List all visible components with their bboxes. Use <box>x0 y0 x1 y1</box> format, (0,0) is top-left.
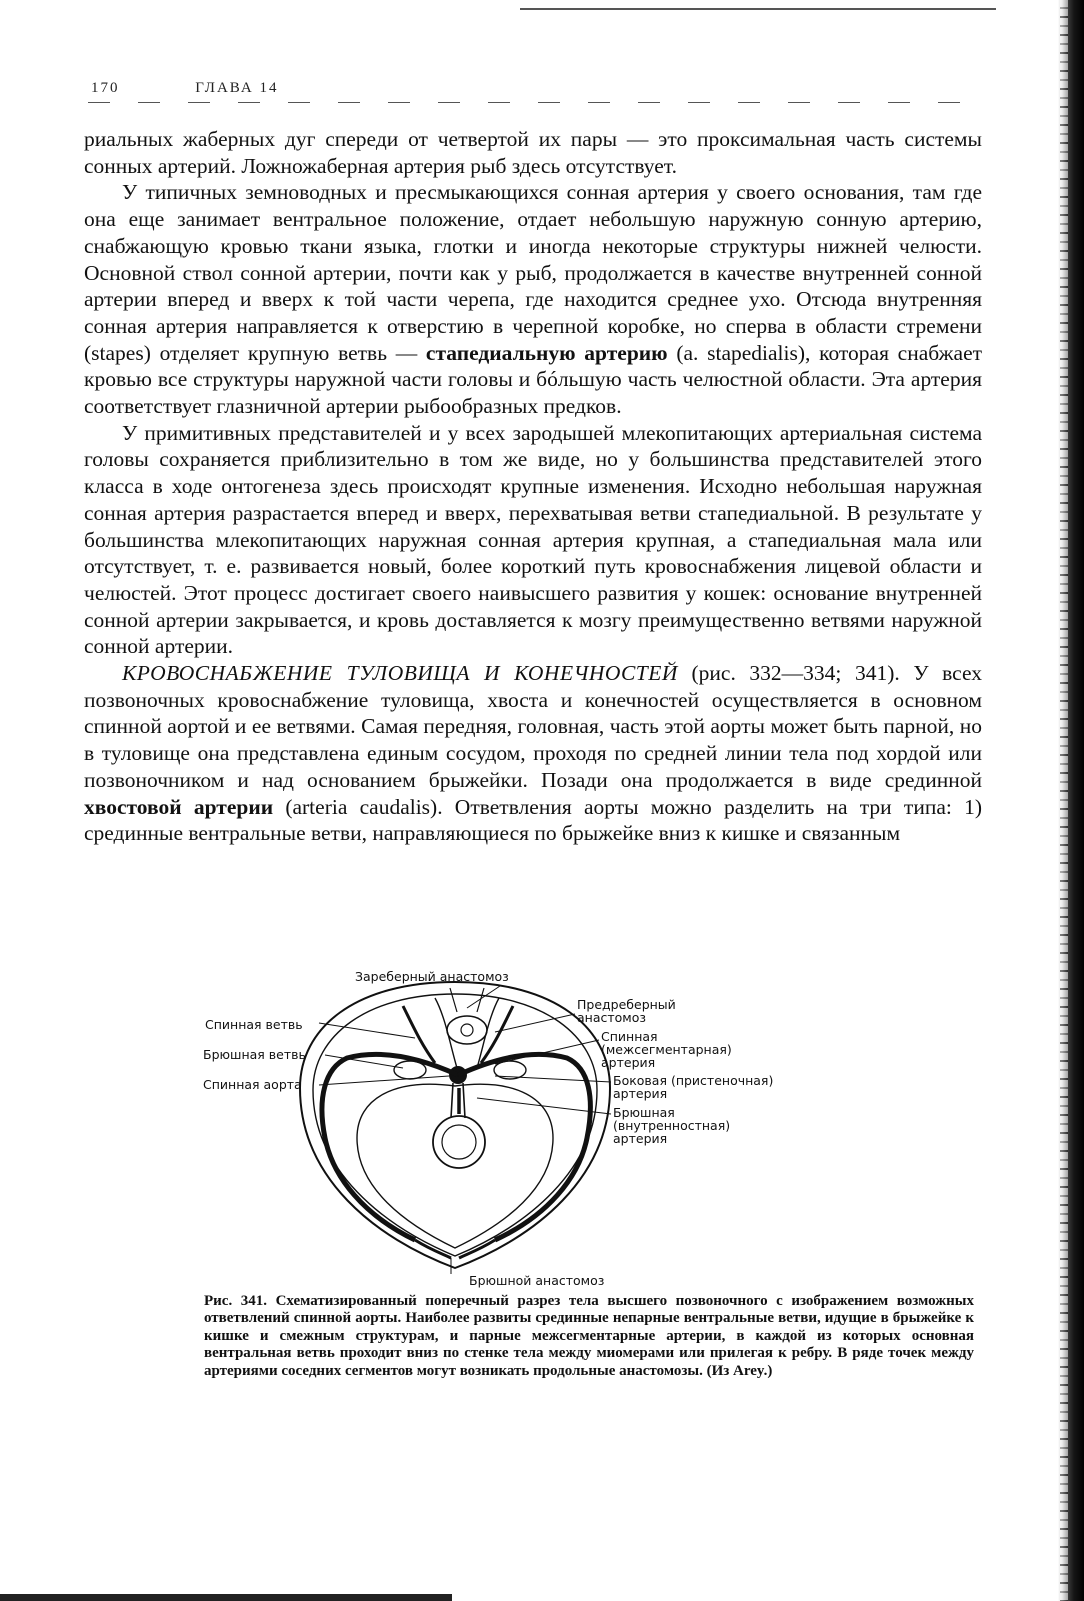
dorsal-branch-left <box>403 1006 435 1063</box>
chapter-title: ГЛАВА 14 <box>195 80 279 96</box>
label-precostal-anastomosis: Предреберный анастомоз <box>577 997 676 1025</box>
scan-top-line <box>520 8 996 10</box>
header-rule <box>88 102 980 103</box>
segmental-artery-left <box>322 1054 458 1240</box>
figure-341 <box>195 968 835 1298</box>
term-caudal-artery: хвостовой артерии <box>84 794 274 819</box>
section-heading: КРОВОСНАБЖЕНИЕ ТУЛОВИЩА И КОНЕЧНОСТЕЙ <box>122 661 678 686</box>
paragraph-2-text-a: У типичных земноводных и пресмыкающихся сонная артерия у своего основания, там где она еще занимает вентральное положение, отдает небольшую наружную сонную артерию, снабжающую кровью ткани языка, глотки и иногда некоторые структуры нижней челюсти. Основной ствол сонной артерии, почти как у рыб, продолжается в качестве внутренней сонной артерии вперед и вверх к той части черепа, где находится среднее ухо. Отсюда внутренняя сонная артерия направляется к отверстию в черепной коробке, но сперва в области стремени (stapes) отделяет крупную ветвь — <box>84 180 982 365</box>
page-number: 170 <box>91 80 120 96</box>
leader-segmental <box>495 1040 599 1064</box>
paragraph-3 <box>84 420 982 660</box>
term-stapedial-artery: стапедиальную артерию <box>425 340 668 365</box>
paragraph-4 <box>84 660 982 847</box>
segmental-artery-right <box>458 1054 590 1240</box>
gut-lumen <box>442 1125 476 1159</box>
kidney-left <box>394 1061 426 1079</box>
label-ventral-anastomosis: Брюшной анастомоз <box>469 1273 605 1288</box>
label-visceral-artery: Брюшная (внутренностная) артерия <box>613 1105 731 1146</box>
body-text <box>84 126 982 847</box>
vertebral-arch <box>435 998 499 1068</box>
paragraph-2-text-b: (a. stapedialis), которая снабжает кровью все структуры наружной части головы и бóльшую часть челюстной области. Эта артерия соответствует глазничной артерии рыбообразных предков. <box>84 340 983 419</box>
running-head <box>91 80 278 97</box>
paragraph-3-text: У примитивных представителей и у всех зародышей млекопитающих артериальная система головы сохраняется приблизительно в том же виде, но у большинства представителей этого класса в ходе онтогенеза здесь происходят крупные изменения. Исходно небольшая наружная сонная артерия разрастается вперед и вверх, перехватывая ветви стапедиальной. В результате у большинства млекопитающих наружная сонная артерия крупная, а стапедиальная мала или отсутствует, т. е. развивается новый, более короткий путь кровоснабжения лицевой области и челюстей. Этот процесс достигает своего наивысшего развития у кошек: основание внутренней сонной артерии закрывается, и кровь доставляется к мозгу преимущественно ветвями наружной сонной артерии. <box>84 420 982 659</box>
gut-outer <box>433 1116 485 1168</box>
label-segmental-artery: Спинная (межсегментарная) артерия <box>601 1029 732 1070</box>
caption-label: Рис. 341. <box>204 1293 268 1309</box>
paragraph-1 <box>84 126 982 179</box>
paragraph-2 <box>84 179 982 419</box>
scan-edge-shadow <box>996 0 1084 1601</box>
notochord <box>461 1024 473 1036</box>
figure-caption <box>204 1293 974 1380</box>
label-lateral-artery: Боковая (пристеночная) артерия <box>613 1073 774 1101</box>
paragraph-1-text: риальных жаберных дуг спереди от четвертой их пары — это проксимальная часть системы сонных артерий. Ложножаберная артерия рыб здесь отсутствует. <box>84 127 982 178</box>
paragraph-4-text-b: (arteria caudalis). Ответвления аорты можно разделить на три типа: 1) срединные вентральные ветви, направляющиеся по брыжейке вниз к кишке и связанным <box>84 794 982 846</box>
spinal-cord <box>447 1016 487 1044</box>
scan-bottom-bar <box>0 1594 452 1601</box>
leader-dorsal-branch <box>319 1023 415 1038</box>
label-postcostal-anastomosis: Зареберный анастомоз <box>355 969 509 984</box>
caption-text: Схематизированный поперечный разрез тела высшего позвоночного с изображением возможных ответвлений спинной аорты. Наиболее развиты срединные непарные вентральные ветви, идущие в брыжейке к кишке и смежным структурам, и парные межсегментарные артерии, в каждой из которых основная вентральная ветвь проходит вниз по стенке тела между миомерами или прилегая к ребру. В ряде точек между артериями соседних сегментов могут возникать продольные анастомозы. (Из Arey.) <box>204 1293 974 1379</box>
label-dorsal-branch: Спинная ветвь <box>205 1017 303 1032</box>
paragraph-4-text-a: (рис. 332—334; 341). У всех позвоночных кровоснабжение туловища, хвоста и конечностей осуществляется в основном спинной аортой и ее ветвями. Самая передняя, головная, часть этой аорты может быть парной, но в туловище она представлена единым сосудом, проходя по средней линии тела под хордой или позвоночником и над основанием брыжейки. Позади она продолжается в виде срединной <box>84 661 982 792</box>
label-ventral-branch: Брюшная ветвь <box>203 1047 306 1062</box>
label-dorsal-aorta: Спинная аорта <box>203 1077 302 1092</box>
